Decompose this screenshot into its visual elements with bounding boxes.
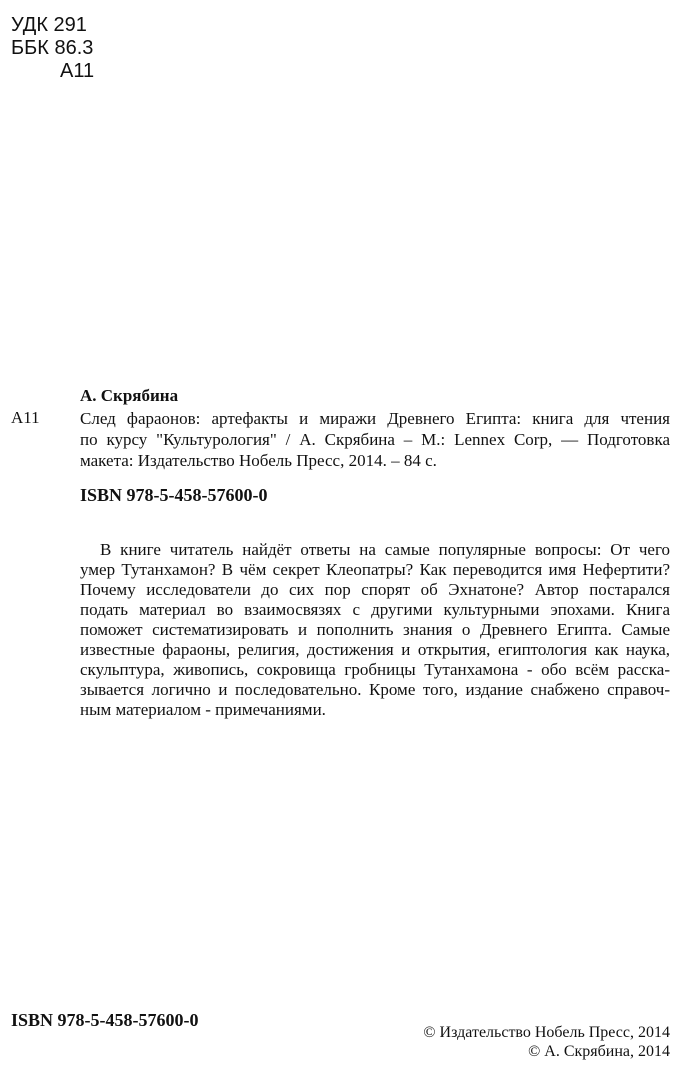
bib-line: След фараонов: артефакты и миражи Древнего Египта: книга для чтения (80, 409, 670, 428)
annotation-line: ным материалом - примечаниями. (80, 700, 326, 719)
bib-line: макета: Издательство Нобель Пресс, 2014. – 84 с. (80, 451, 437, 470)
classification-codes (11, 14, 94, 83)
isbn-record: ISBN 978-5-458-57600-0 (80, 485, 268, 505)
bibliographic-description (80, 408, 670, 471)
footer-isbn: ISBN 978-5-458-57600-0 (11, 1010, 199, 1030)
annotation (80, 540, 670, 720)
bib-author-mark: А11 (11, 408, 40, 427)
copyright-author: © А. Скрябина, 2014 (528, 1043, 670, 1060)
annotation-line: известные фараоны, религия, достижения и открытия, египтология как наука, (80, 640, 670, 659)
author-mark: А11 (60, 60, 95, 82)
bbk-code: ББК 86.3 (11, 37, 94, 59)
copyright-publisher: © Издательство Нобель Пресс, 2014 (423, 1024, 670, 1041)
udk-code: УДК 291 (11, 14, 87, 36)
annotation-line: поможет систематизировать и пополнить знания о Древнего Египта. Самые (80, 620, 670, 639)
annotation-line: подать материал во взаимосвязях с другими культурными эпохами. Книга (80, 600, 670, 619)
annotation-line: умер Тутанхамон? В чём секрет Клеопатры? Как переводится имя Нефертити? (80, 560, 670, 579)
annotation-line: В книге читатель найдёт ответы на самые популярные вопросы: От чего (100, 540, 670, 559)
annotation-line: зывается логично и последовательно. Кроме того, издание снабжено справоч- (80, 680, 670, 699)
author-name: А. Скрябина (80, 386, 179, 405)
annotation-line: Почему исследователи до сих пор спорят об Эхнатоне? Автор постарался (80, 580, 670, 599)
bib-line: по курсу "Культурология" / А. Скрябина – М.: Lennex Corp, — Подготовка (80, 430, 670, 449)
copyright-block (423, 1023, 670, 1061)
annotation-line: скульптура, живопись, сокровища гробницы Тутанхамона - обо всём расска- (80, 660, 670, 679)
